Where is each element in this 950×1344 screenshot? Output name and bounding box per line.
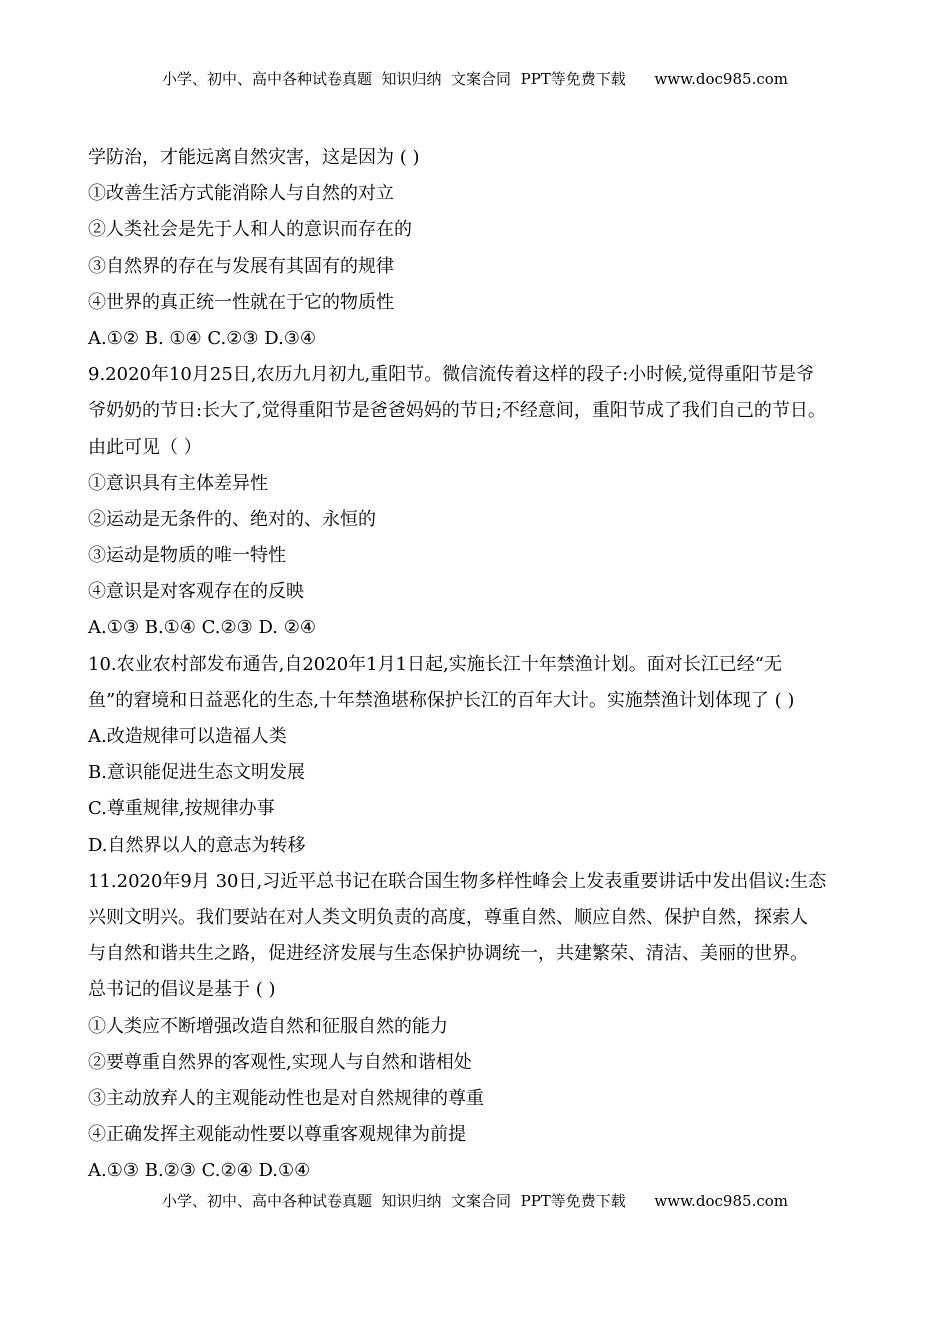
question-10-cont: 鱼”的窘境和日益恶化的生态,十年禁渔堪称保护长江的百年大计。实施禁渔计划体现了 ( ) <box>88 689 795 711</box>
option-line: ①意识具有主体差异性 <box>88 472 268 494</box>
question-11-cont: 与自然和谐共生之路，促进经济发展与生态保护协调统一，共建繁荣、清洁、美丽的世界。 <box>88 943 808 965</box>
option-line: ②人类社会是先于人和人的意识而存在的 <box>88 219 412 241</box>
question-11-cont: 兴则文明兴。我们要站在对人类文明负责的高度，尊重自然、顺应自然、保护自然，探索人 <box>88 906 808 928</box>
option-line: ①改善生活方式能消除人与自然的对立 <box>88 183 394 205</box>
option-line: ①人类应不断增强改造自然和征服自然的能力 <box>88 1015 448 1037</box>
option-line: ④世界的真正统一性就在于它的物质性 <box>88 291 394 313</box>
question-9-cont: 爷奶奶的节日:长大了,觉得重阳节是爸爸妈妈的节日;不经意间，重阳节成了我们自己的节日。 <box>88 400 826 422</box>
answer-choice: B.意识能促进生态文明发展 <box>88 762 305 784</box>
answer-choice: C.尊重规律,按规律办事 <box>88 798 275 820</box>
page-footer: 小学、初中、高中各种试卷真题 知识归纳 文案合同 PPT等免费下载 www.doc985.com <box>161 1192 788 1210</box>
option-line: ③运动是物质的唯一特性 <box>88 545 286 567</box>
option-line: ④意识是对客观存在的反映 <box>88 581 304 603</box>
option-line: ③自然界的存在与发展有其固有的规律 <box>88 255 394 277</box>
answer-choices: A.①③ B.②③ C.②④ D.①④ <box>88 1160 311 1182</box>
question-9-cont: 由此可见（ ） <box>88 436 202 458</box>
answer-choice: D.自然界以人的意志为转移 <box>88 834 306 856</box>
question-11-cont: 总书记的倡议是基于 ( ) <box>88 979 276 1001</box>
option-line: ②要尊重自然界的客观性,实现人与自然和谐相处 <box>88 1051 472 1073</box>
page-header: 小学、初中、高中各种试卷真题 知识归纳 文案合同 PPT等免费下载 www.doc985.com <box>161 70 788 88</box>
option-line: ②运动是无条件的、绝对的、永恒的 <box>88 508 376 530</box>
text-line: 学防治，才能远离自然灾害，这是因为 ( ) <box>88 147 420 168</box>
answer-choice: A.改造规律可以造福人类 <box>88 726 287 747</box>
option-line: ④正确发挥主观能动性要以尊重客观规律为前提 <box>88 1124 466 1146</box>
question-11: 11.2020年9月 30日,习近平总书记在联合国生物多样性峰会上发表重要讲话中发出倡议:生态 <box>88 870 827 892</box>
option-line: ③主动放弃人的主观能动性也是对自然规律的尊重 <box>88 1087 484 1109</box>
answer-choices: A.①③ B.①④ C.②③ D. ②④ <box>88 617 317 639</box>
document-body <box>88 140 888 1189</box>
question-10: 10.农业农村部发布通告,自2020年1月1日起,实施长江十年禁渔计划。面对长江已经“无 <box>88 653 782 675</box>
question-9: 9.2020年10月25日,农历九月初九,重阳节。微信流传着这样的段子:小时候,觉得重阳节是爷 <box>88 364 815 386</box>
answer-choices: A.①② B. ①④ C.②③ D.③④ <box>88 327 317 349</box>
